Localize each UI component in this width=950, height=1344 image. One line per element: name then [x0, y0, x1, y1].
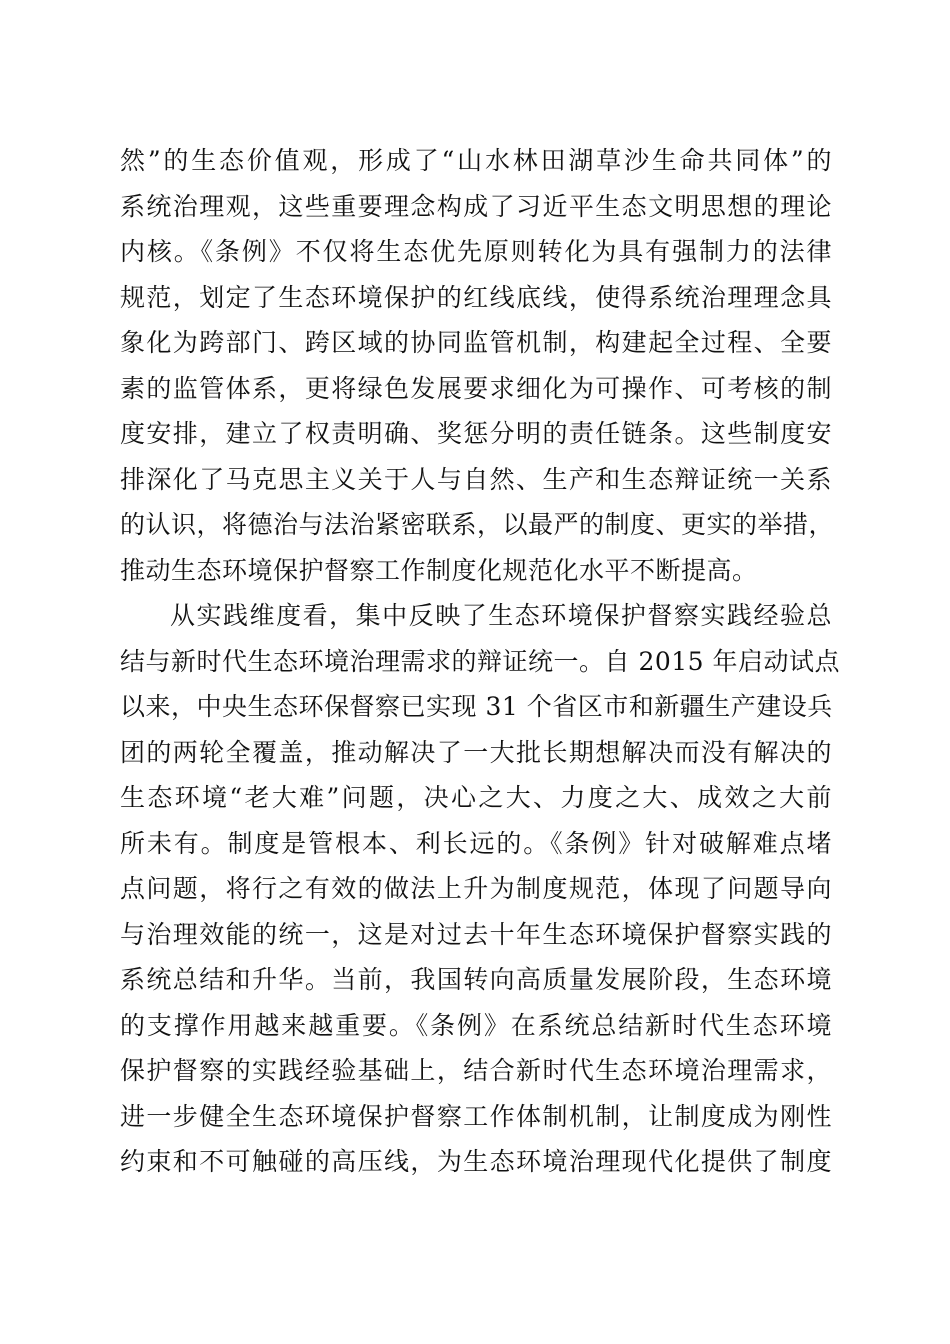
text-line: 进一步健全生态环境保护督察工作体制机制，让制度成为刚性	[120, 1101, 832, 1131]
text-line: 然”的生态价值观，形成了“山水林田湖草沙生命共同体”的	[120, 146, 832, 175]
text-line: 点问题，将行之有效的做法上升为制度规范，体现了问题导向	[120, 874, 832, 903]
text-line: 系统治理观，这些重要理念构成了习近平生态文明思想的理论	[120, 191, 832, 221]
text-line: 团的两轮全覆盖，推动解决了一大批长期想解决而没有解决的	[120, 737, 832, 767]
text-line: 排深化了马克思主义关于人与自然、生产和生态辩证统一关系	[120, 464, 832, 494]
text-line: 内核。《条例》不仅将生态优先原则转化为具有强制力的法律	[120, 237, 832, 266]
text-line: 保护督察的实践经验基础上，结合新时代生态环境治理需求，	[120, 1056, 832, 1085]
text-line: 素的监管体系，更将绿色发展要求细化为可操作、可考核的制	[120, 373, 832, 403]
paragraph-1	[120, 138, 835, 593]
text-line: 所未有。制度是管根本、利长远的。《条例》针对破解难点堵	[120, 828, 832, 858]
text-line: 象化为跨部门、跨区域的协同监管机制，构建起全过程、全要	[120, 328, 832, 357]
text-line: 约束和不可触碰的高压线，为生态环境治理现代化提供了制度	[120, 1147, 832, 1176]
text-line: 的支撑作用越来越重要。《条例》在系统总结新时代生态环境	[120, 1010, 832, 1040]
text-line: 规范，划定了生态环境保护的红线底线，使得系统治理理念具	[120, 282, 832, 312]
text-line: 以来，中央生态环保督察已实现 31 个省区市和新疆生产建设兵	[120, 692, 833, 721]
text-line: 的认识，将德治与法治紧密联系，以最严的制度、更实的举措，	[120, 510, 835, 539]
text-line: 系统总结和升华。当前，我国转向高质量发展阶段，生态环境	[120, 965, 832, 994]
paragraph-2	[120, 593, 841, 1185]
text-line: 结与新时代生态环境治理需求的辩证统一。自 2015 年启动试点	[120, 646, 841, 676]
text-line: 生态环境“老大难”问题，决心之大、力度之大、成效之大前	[120, 783, 832, 812]
body-text	[120, 138, 841, 1185]
text-line: 与治理效能的统一，这是对过去十年生态环境保护督察实践的	[120, 919, 832, 949]
text-line: 从实践维度看，集中反映了生态环境保护督察实践经验总	[170, 601, 832, 630]
text-line: 度安排，建立了权责明确、奖惩分明的责任链条。这些制度安	[120, 419, 832, 448]
text-line: 推动生态环境保护督察工作制度化规范化水平不断提高。	[120, 555, 758, 585]
